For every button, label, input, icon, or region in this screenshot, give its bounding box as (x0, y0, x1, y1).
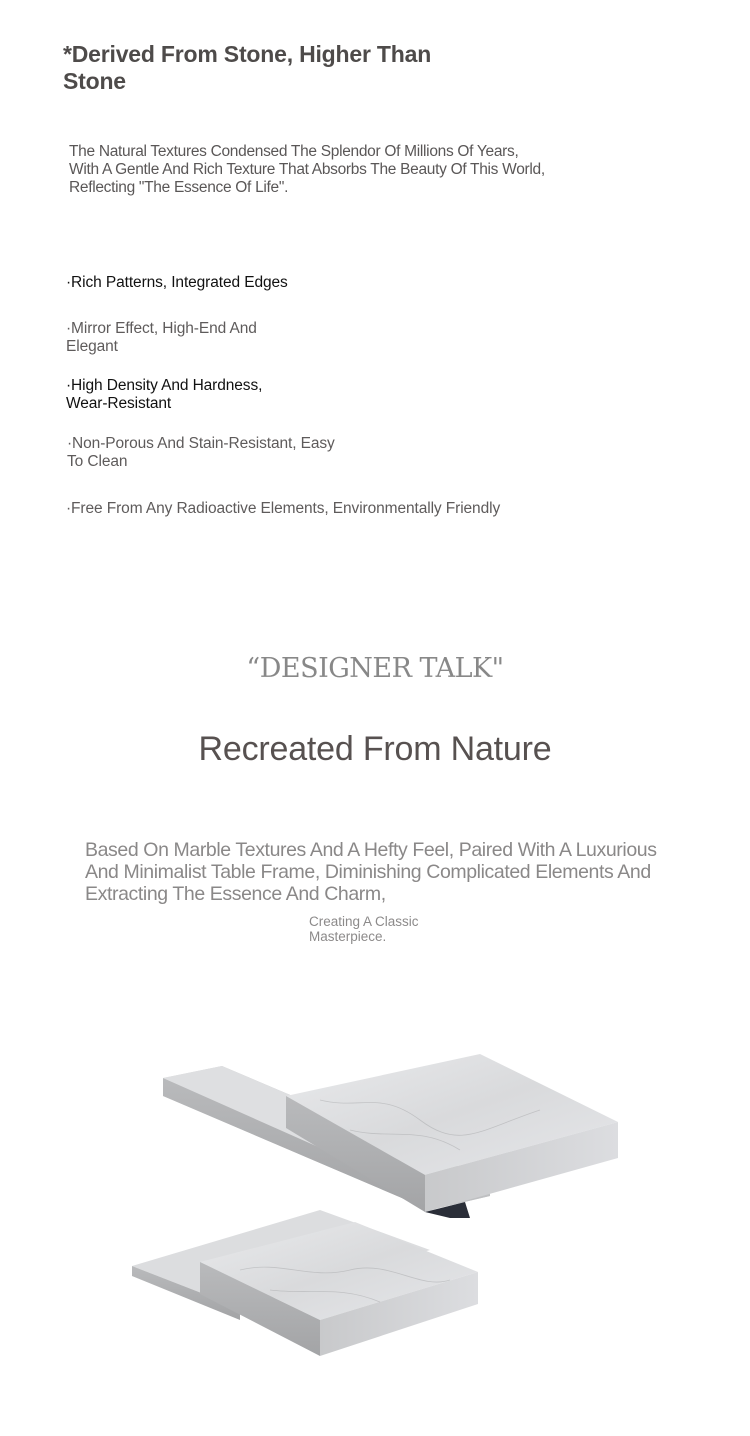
marble-table-image (120, 1040, 640, 1380)
designer-talk-description: Based On Marble Textures And A Hefty Feel, Paired With A Luxurious And Minimalist Table Frame, Diminishing Complicated Elements And Extracting The Essence And Charm, (85, 839, 657, 905)
designer-talk-description-tail: Creating A Classic Masterpiece. (309, 914, 419, 944)
designer-talk-heading: Recreated From Nature (198, 730, 552, 768)
designer-talk-label: “DESIGNER TALK" (246, 653, 504, 684)
feature-item: ·Non-Porous And Stain-Resistant, Easy To Clean (67, 435, 335, 470)
feature-item: ·Free From Any Radioactive Elements, Environmentally Friendly (66, 500, 501, 517)
feature-item: ·Rich Patterns, Integrated Edges (66, 274, 288, 291)
slab-top-right (286, 1054, 618, 1218)
feature-item: ·Mirror Effect, High-End And Elegant (66, 320, 257, 355)
intro-paragraph: The Natural Textures Condensed The Splendor Of Millions Of Years, With A Gentle And Rich Texture That Absorbs The Beauty Of This World, Reflecting "The Essence Of Life". (69, 143, 545, 196)
section-title: *Derived From Stone, Higher Than Stone (63, 41, 432, 94)
feature-item: ·High Density And Hardness, Wear-Resistant (66, 377, 263, 412)
